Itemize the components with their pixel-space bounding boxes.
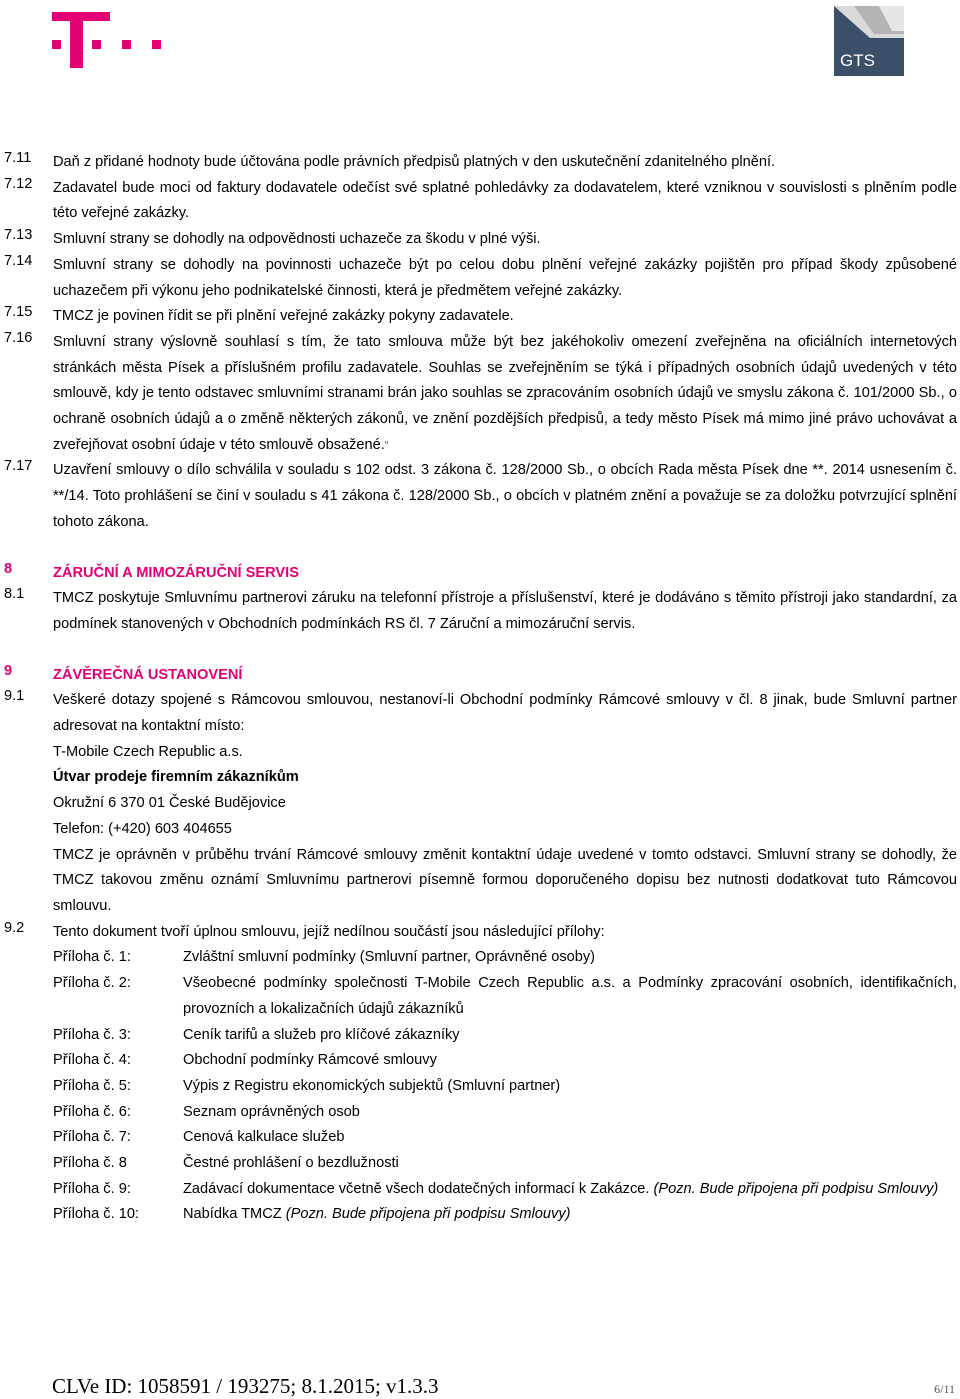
attachment-text: Seznam oprávněných osob — [183, 1103, 360, 1120]
clause-number: 7.11 — [4, 150, 32, 166]
attachment-item — [53, 1048, 957, 1074]
attachment-label: Příloha č. 8 — [53, 1155, 127, 1172]
gts-logo-icon — [834, 6, 904, 76]
attachment-text: Všeobecné podmínky společnosti T-Mobile Czech Republic a.s. a Podmínky zpracování osobních, identifikačních, provozních a lokalizačních údajů zákazníků — [183, 975, 957, 1017]
clause-8-1 — [0, 586, 960, 637]
clause-item — [0, 304, 960, 330]
attachment-text: Cenová kalkulace služeb — [183, 1129, 345, 1146]
clause-text — [53, 253, 957, 304]
clause-number: 7.15 — [4, 304, 33, 321]
attachment-text: Výpis z Registru ekonomických subjektů (Smluvní partner) — [183, 1077, 561, 1094]
attachment-item — [53, 945, 957, 971]
clause-text-content: Uzavření smlouvy o dílo schválila v souladu s 102 odst. 3 zákona č. 128/2000 Sb., o obcích Rada města Písek dne **. 2014 usnesením č. **/14. Toto prohlášení se činí v souladu s 41 zákona č. 128/2000 Sb., o obcích v platném znění a považuje se za doložku potvrzující splnění tohoto zákona. — [53, 462, 957, 530]
clause-item — [0, 176, 960, 227]
clause-text — [53, 330, 957, 459]
clause-text-content: Daň z přidané hodnoty bude účtována podle právních předpisů platných v den uskutečnění zdanitelného plnění. — [53, 154, 776, 170]
attachment-text: Zadávací dokumentace včetně všech dodatečných informací k Zakázce. — [183, 1180, 650, 1197]
clause-item — [0, 150, 960, 176]
clause-text — [53, 176, 957, 227]
attachment-text: Ceník tarifů a služeb pro klíčové zákazníky — [183, 1026, 460, 1043]
attachment-text: Nabídka TMCZ — [183, 1206, 282, 1223]
attachment-label: Příloha č. 7: — [53, 1129, 131, 1146]
attachment-item — [53, 1177, 957, 1203]
clause-text — [53, 227, 957, 253]
clause-text-content: Smluvní strany se dohodly na odpovědnosti uchazeče za škodu v plné výši. — [53, 231, 541, 248]
clause-text-content: Smluvní strany výslovně souhlasí s tím, že tato smlouva může být bez jakéhokoliv omezení zveřejněna na oficiálních internetových stránkách města Písek a příslušném profilu zadavatele. Souhlas se zveřejněním se týká i případných osobních údajů uvedených v této smlouvě, kdy je tento odstavec smluvními stranami brán jako souhlas se zpracováním osobních údajů ve smyslu zákona č. 101/2000 Sb., o ochraně osobních údajů a o změně některých zákonů, ve znění pozdějších předpisů, a tedy město Písek má mimo jiné právo uchovávat a zveřejňovat osobní údaje v této smlouvě obsažené. — [53, 333, 957, 453]
clause-item — [0, 330, 960, 459]
contact-change-note: TMCZ je oprávněn v průběhu trvání Rámcové smlouvy změnit kontaktní údaje uvedené v tomto odstavci. Smluvní strany se dohodly, že TMCZ takovou změnu oznámí Smluvnímu partnerovi písemně formou doporučeného dopisu bez nutnosti dodatkovat tuto Rámcovou smlouvu. — [53, 846, 957, 914]
clause-number: 7.13 — [4, 227, 33, 244]
telekom-t-logo-icon — [52, 12, 167, 68]
attachment-label: Příloha č. 5: — [53, 1077, 131, 1094]
clause-number: 8.1 — [4, 586, 25, 603]
clause-text: TMCZ poskytuje Smluvnímu partnerovi záruku na telefonní přístroje a příslušenství, které je dodáváno s těmito přístroji jako standardní, za podmínek stanovených v Obchodních podmínkách RS čl. 7 Záruční a mimozáruční servis. — [53, 590, 957, 632]
contact-address: Okružní 6 370 01 České Budějovice — [53, 795, 286, 812]
attachment-note: (Pozn. Bude připojena při podpisu Smlouvy) — [285, 1206, 571, 1223]
section-title: ZÁRUČNÍ A MIMOZÁRUČNÍ SERVIS — [53, 564, 299, 581]
attachment-item — [53, 1074, 957, 1100]
attachment-item — [53, 1100, 957, 1126]
clause-number: 9.2 — [4, 919, 25, 936]
contact-company: T-Mobile Czech Republic a.s. — [53, 743, 243, 760]
contact-department: Útvar prodeje firemním zákazníkům — [53, 769, 299, 786]
clause-text-content: Smluvní strany se dohodly na povinnosti uchazeče být po celou dobu plnění veřejné zakázky pojištěn pro případ škody způsobené uchazečem při výkonu jeho podnikatelské činnosti, která je předmětem veřejné zakázky. — [53, 256, 957, 299]
clause-item — [0, 458, 960, 535]
document-id: CLVe ID: 1058591 / 193275; 8.1.2015; v1.3.3 — [52, 1374, 439, 1398]
page-number: 6/11 — [934, 1382, 955, 1396]
attachment-text: Obchodní podmínky Rámcové smlouvy — [183, 1052, 437, 1069]
section-title: ZÁVĚREČNÁ USTANOVENÍ — [53, 666, 243, 683]
attachment-item — [53, 1202, 957, 1228]
attachment-label: Příloha č. 1: — [53, 949, 131, 966]
clause-number: 7.14 — [4, 252, 33, 269]
attachment-label: Příloha č. 4: — [53, 1052, 131, 1069]
closing-quote: “ — [384, 439, 389, 451]
attachment-item — [53, 1151, 957, 1177]
clause-number: 7.17 — [4, 458, 33, 475]
section-number: 8 — [4, 560, 13, 577]
clause-text-content: Zadavatel bude moci od faktury dodavatele odečíst své splatné pohledávky za dodavatelem, které vzniknou v souvislosti s plněním podle této veřejné zakázky. — [53, 179, 957, 222]
attachment-note: (Pozn. Bude připojena při podpisu Smlouvy) — [653, 1180, 939, 1197]
clause-number: 9.1 — [4, 688, 25, 705]
clause-9-2 — [0, 920, 960, 946]
section-8-heading — [0, 561, 960, 587]
clause-text — [53, 150, 957, 176]
document-body — [0, 150, 960, 1228]
clause-item — [0, 253, 960, 304]
clause-text — [53, 458, 957, 535]
clause-9-1 — [0, 688, 960, 919]
section-9-heading — [0, 663, 960, 689]
attachment-label: Příloha č. 6: — [53, 1103, 131, 1120]
attachment-label: Příloha č. 10: — [53, 1206, 139, 1223]
clause-number: 7.12 — [4, 175, 33, 192]
section-7-items — [0, 150, 960, 536]
clause-number: 7.16 — [4, 329, 33, 346]
attachment-item — [53, 1125, 957, 1151]
clause-text — [53, 304, 957, 330]
attachment-text: Zvláštní smluvní podmínky (Smluvní partner, Oprávněné osoby) — [183, 949, 596, 966]
clause-text-content: TMCZ je povinen řídit se při plnění veřejné zakázky pokyny zadavatele. — [53, 308, 514, 325]
attachment-text: Čestné prohlášení o bezdlužnosti — [183, 1155, 399, 1172]
attachment-label: Příloha č. 9: — [53, 1180, 131, 1197]
attachment-item — [53, 971, 957, 1022]
clause-text: Veškeré dotazy spojené s Rámcovou smlouvou, nestanoví-li Obchodní podmínky Rámcové smlouvy v čl. 8 jinak, bude Smluvní partner adresovat na kontaktní místo: — [53, 692, 957, 735]
contact-phone: Telefon: (+420) 603 404655 — [53, 820, 232, 837]
clause-text: Tento dokument tvoří úplnou smlouvu, jejíž nedílnou součástí jsou následující přílohy: — [53, 923, 605, 940]
section-number: 9 — [4, 662, 13, 679]
gts-logo-text: GTS — [840, 51, 875, 70]
attachment-item — [53, 1023, 957, 1049]
clause-item — [0, 227, 960, 253]
attachment-label: Příloha č. 2: — [53, 975, 131, 992]
attachment-label: Příloha č. 3: — [53, 1026, 131, 1043]
attachment-list — [0, 945, 960, 1176]
